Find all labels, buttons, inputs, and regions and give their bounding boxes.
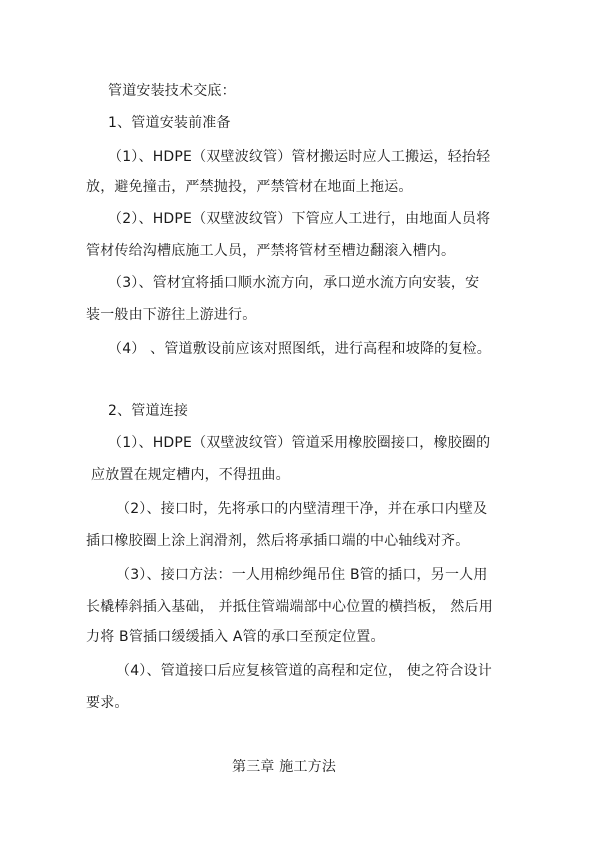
section-1-heading: 1、管道安装前准备: [108, 115, 231, 131]
intro-text: 管道安装技术交底：: [108, 83, 236, 99]
section-2-item-3-line-2: 长橇棒斜插入基础， 并抵住管端端部中心位置的横挡板， 然后用: [86, 599, 493, 615]
section-1-item-3-line-2: 装一般由下游往上游进行。: [86, 307, 257, 323]
section-2-item-2-line-2: 插口橡胶圈上涂上润滑剂，然后将承插口端的中心轴线对齐。: [86, 533, 470, 549]
section-1-item-1-line-2: 放，避免撞击，严禁抛投，严禁管材在地面上拖运。: [86, 179, 413, 195]
section-1-item-4-line-1: （4） 、管道敷设前应该对照图纸，进行高程和坡降的复检。: [108, 341, 491, 357]
section-2-item-2-line-1: （2）、接口时，先将承口的内壁清理干净，并在承口内壁及: [116, 501, 488, 517]
section-1-item-2-line-1: （2）、HDPE（双壁波纹管）下管应人工进行，由地面人员将: [108, 211, 491, 227]
section-2-item-1-line-2: 应放置在规定槽内，不得扭曲。: [91, 467, 290, 483]
section-2-heading: 2、管道连接: [108, 403, 189, 419]
section-1-item-1-line-1: （1）、HDPE（双壁波纹管）管材搬运时应人工搬运，轻抬轻: [108, 149, 491, 165]
section-2-item-3-line-1: （3）、接口方法：一人用棉纱绳吊住 B管的插口，另一人用: [116, 567, 488, 583]
section-2-item-4-line-2: 要求。: [86, 695, 129, 711]
chapter-title: 第三章 施工方法: [232, 759, 337, 775]
section-1-item-2-line-2: 管材传给沟槽底施工人员，严禁将管材至槽边翻滚入槽内。: [86, 243, 456, 259]
section-2-item-3-line-3: 力将 B管插口缓缓插入 A管的承口至预定位置。: [86, 629, 385, 645]
section-2-item-4-line-1: （4）、管道接口后应复核管道的高程和定位， 使之符合设计: [116, 663, 492, 679]
section-2-item-1-line-1: （1）、HDPE（双壁波纹管）管道采用橡胶圈接口，橡胶圈的: [108, 435, 491, 451]
section-1-item-3-line-1: （3）、管材宜将插口顺水流方向，承口逆水流方向安装，安: [108, 275, 480, 291]
